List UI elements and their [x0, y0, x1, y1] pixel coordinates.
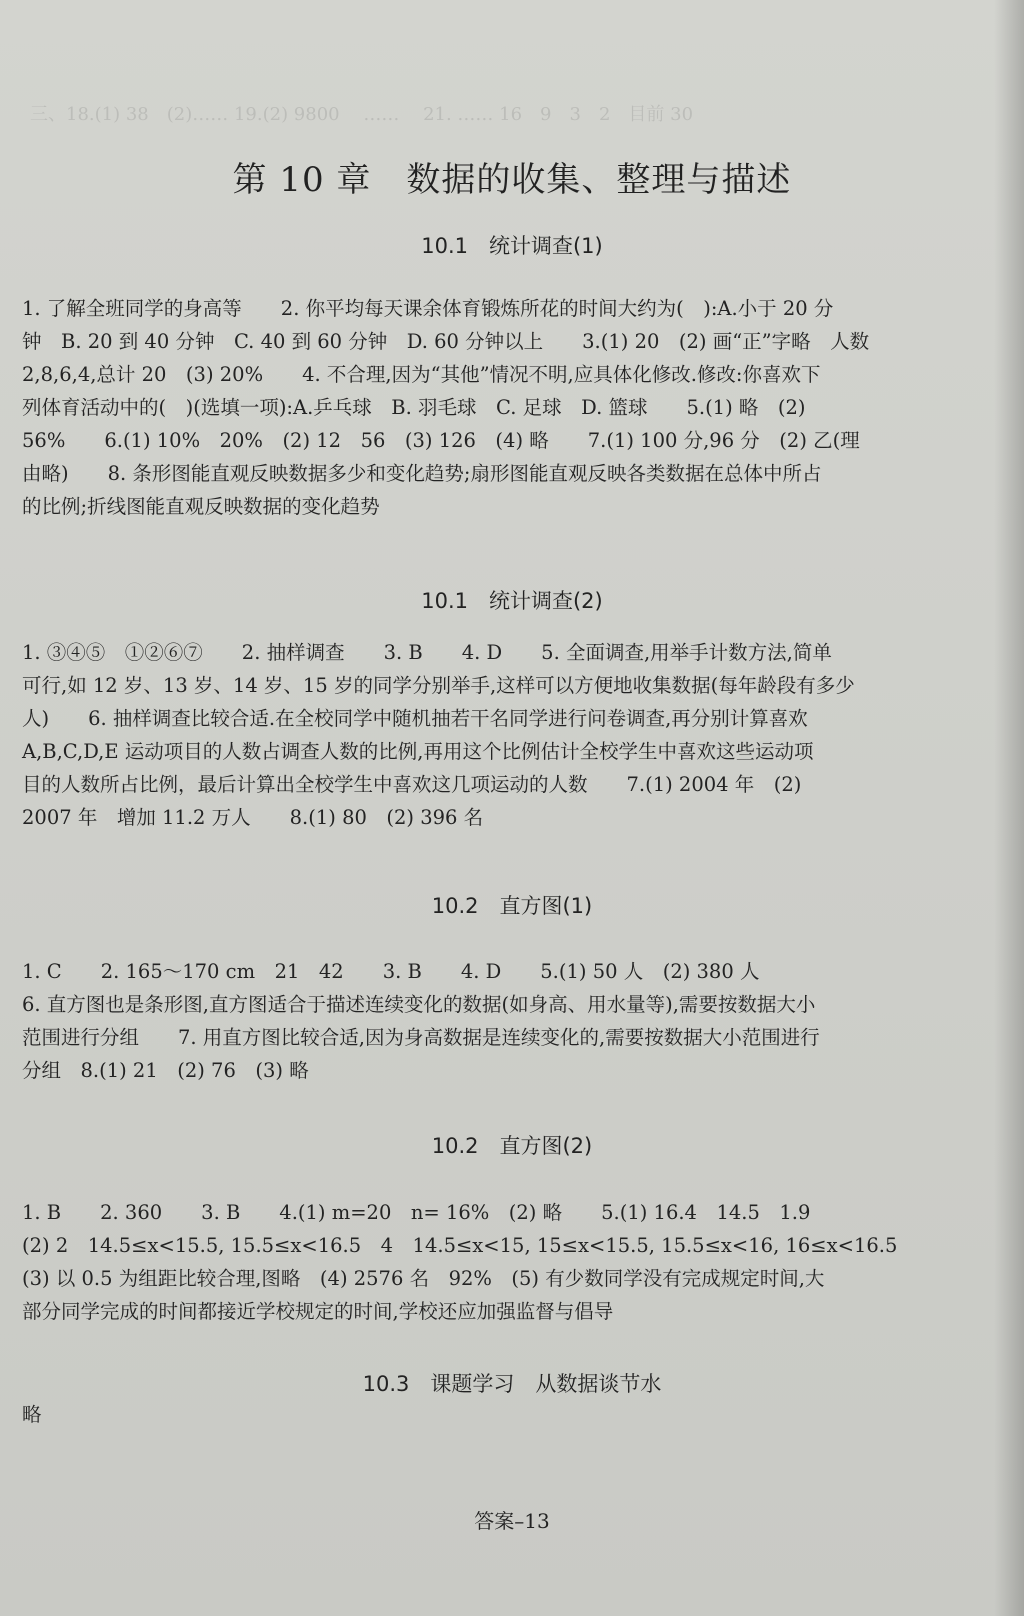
answer-line: 1. B 2. 360 3. B 4.(1) m=20 n= 16% (2) 略 5.(1) 16.4 14.5 1.9 — [22, 1201, 811, 1224]
answer-line: A,B,C,D,E 运动项目的人数占调查人数的比例,再用这个比例估计全校学生中喜欢这些运动项 — [22, 740, 814, 763]
answer-line: 目的人数所占比例，最后计算出全校学生中喜欢这几项运动的人数 7.(1) 2004 年 (2) — [22, 773, 802, 796]
section-title: 10.2 直方图(2) — [431, 1134, 593, 1158]
answer-line: 部分同学完成的时间都接近学校规定的时间,学校还应加强监督与倡导 — [22, 1300, 614, 1323]
answer-line: 2007 年 增加 11.2 万人 8.(1) 80 (2) 396 名 — [22, 806, 484, 829]
section-title: 10.1 统计调查(1) — [421, 234, 603, 258]
answer-line: 略 — [22, 1403, 42, 1426]
answer-line: 1. ③④⑤ ①②⑥⑦ 2. 抽样调查 3. B 4. D 5. 全面调查,用举手计数方法,简单 — [22, 641, 832, 664]
page-footer: 答案–13 — [474, 1509, 550, 1533]
section-title: 10.1 统计调查(2) — [421, 589, 603, 613]
answer-line: 2,8,6,4,总计 20 (3) 20% 4. 不合理,因为“其他”情况不明,应具体化修改.修改:你喜欢下 — [22, 363, 821, 386]
answer-line: 的比例;折线图能直观反映数据的变化趋势 — [22, 495, 380, 518]
answer-line: 6. 直方图也是条形图,直方图适合于描述连续变化的数据(如身高、用水量等),需要按数据大小 — [22, 993, 816, 1016]
answer-line: (2) 2 14.5≤x<15.5, 15.5≤x<16.5 4 14.5≤x<15, 15≤x<15.5, 15.5≤x<16, 16≤x<16.5 — [22, 1234, 898, 1257]
answer-line: 人) 6. 抽样调查比较合适.在全校同学中随机抽若干名同学进行问卷调查,再分别计算喜欢 — [22, 707, 808, 730]
section-body — [22, 636, 942, 834]
answer-line: 列体育活动中的( )(选填一项):A.乒乓球 B. 羽毛球 C. 足球 D. 篮球 5.(1) 略 (2) — [22, 396, 806, 419]
answer-line: 56% 6.(1) 10% 20% (2) 12 56 (3) 126 (4) 略 7.(1) 100 分,96 分 (2) 乙(理 — [22, 429, 860, 452]
section-body — [22, 955, 942, 1087]
bleed-through-text: 三、18.(1) 38 (2)…… 19.(2) 9800 …… 21. …… 16 9 3 2 目前 30 — [30, 104, 694, 125]
answer-line: 1. C 2. 165～170 cm 21 42 3. B 4. D 5.(1) 50 人 (2) 380 人 — [22, 960, 760, 983]
section-body — [22, 292, 942, 523]
answer-line: 可行,如 12 岁、13 岁、14 岁、15 岁的同学分别举手,这样可以方便地收集数据(每年龄段有多少 — [22, 674, 855, 697]
section-title: 10.2 直方图(1) — [431, 894, 593, 918]
answer-line: 范围进行分组 7. 用直方图比较合适,因为身高数据是连续变化的,需要按数据大小范围进行 — [22, 1026, 820, 1049]
section-title: 10.3 课题学习 从数据谈节水 — [362, 1372, 662, 1396]
section-body — [22, 1196, 942, 1328]
answer-line: 钟 B. 20 到 40 分钟 C. 40 到 60 分钟 D. 60 分钟以上 3.(1) 20 (2) 画“正”字略 人数 — [22, 330, 870, 353]
section-body — [22, 1398, 942, 1431]
answer-line: 分组 8.(1) 21 (2) 76 (3) 略 — [22, 1059, 309, 1082]
answer-line: 由略) 8. 条形图能直观反映数据多少和变化趋势;扇形图能直观反映各类数据在总体中所占 — [22, 462, 822, 485]
answer-line: (3) 以 0.5 为组距比较合理,图略 (4) 2576 名 92% (5) 有少数同学没有完成规定时间,大 — [22, 1267, 825, 1290]
answer-line: 1. 了解全班同学的身高等 2. 你平均每天课余体育锻炼所花的时间大约为( ):A.小于 20 分 — [22, 297, 834, 320]
chapter-title: 第 10 章 数据的收集、整理与描述 — [232, 160, 792, 200]
